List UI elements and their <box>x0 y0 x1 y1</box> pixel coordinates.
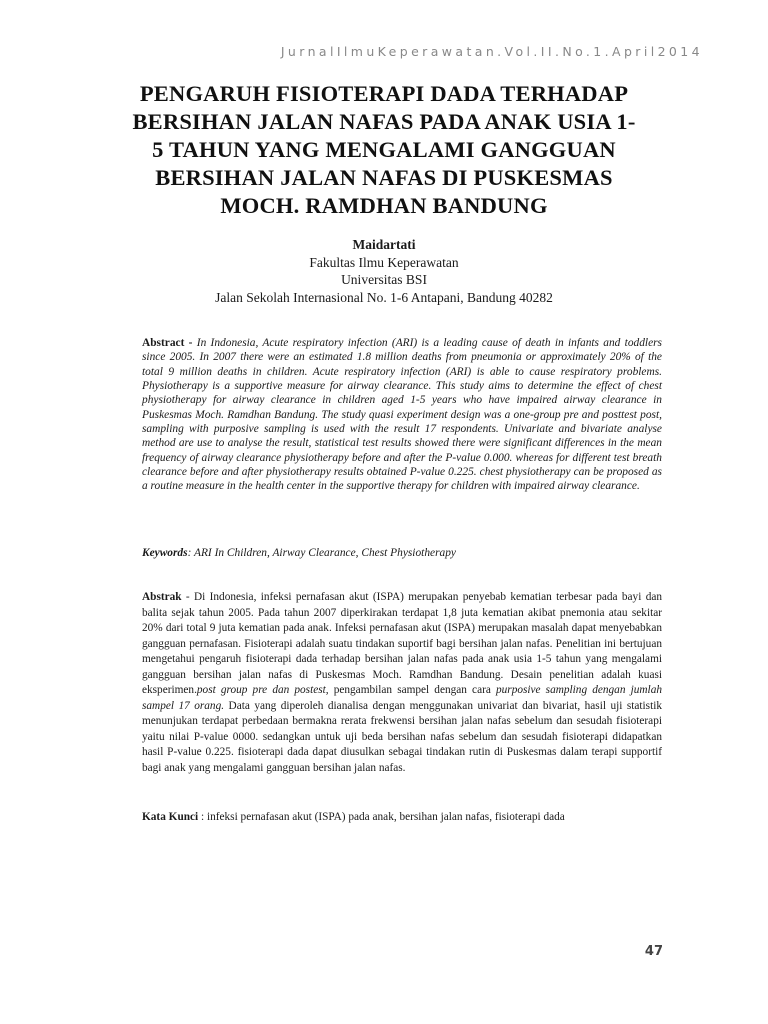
keywords-id-text: : infeksi pernafasan akut (ISPA) pada anak, bersihan jalan nafas, fisioterapi dada <box>198 811 565 823</box>
author-address: Jalan Sekolah Internasional No. 1-6 Antapani, Bandung 40282 <box>215 289 553 305</box>
keywords-en-label: Keywords <box>142 547 188 559</box>
abstract-id-label: Abstrak <box>142 591 182 603</box>
journal-header: JurnalIlmuKeperawatan.Vol.II.No.1.April2014 <box>280 44 703 59</box>
page-number: 47 <box>644 944 663 959</box>
title-line: BERSIHAN JALAN NAFAS DI PUSKESMAS <box>155 165 613 190</box>
title-line: MOCH. RAMDHAN BANDUNG <box>220 193 548 218</box>
author-name: Maidartati <box>352 237 416 252</box>
abstract-id-italic-2: purposive sampling dengan jumlah sampel 17 orang. <box>142 684 662 712</box>
author-university: Universitas BSI <box>341 272 427 287</box>
abstract-id-text-1: - Di Indonesia, infeksi pernafasan akut (ISPA) merupakan penyebab kematian terbesar pada bayi dan balita sejak tahun 2005. Pada tahun 2007 diperkirakan terdapat 1,8 juta kematian akibat pnemonia atau sekitar 20% dari total 9 juta kematian pada anak. Infeksi pernafasan akut (ISPA) merupakan masalah dapat menyebabkan gangguan pernafasan. Fisioterapi adalah suatu tindakan suportif bagi bersihan jalan nafas. Penelitian ini bertujuan mengetahui pengaruh fisioterapi dada terhadap bersihan jalan nafas pada anak usia 1-5 tahun yang mengalami gangguan bersihan jalan nafas di Puskesmas Moch. Ramdhan Bandung. Desain penelitian adalah kuasi eksperimen. <box>142 591 662 697</box>
keywords-en-text: : ARI In Children, Airway Clearance, Chest Physiotherapy <box>187 547 456 559</box>
abstract-en-label: Abstract <box>142 337 185 349</box>
abstract-en-separator: - <box>184 337 197 349</box>
keywords-indonesian <box>142 810 662 824</box>
abstract-id-italic-1: post group pre dan postest, <box>196 684 329 697</box>
title-line: PENGARUH FISIOTERAPI DADA TERHADAP <box>139 81 629 106</box>
keywords-id-label: Kata Kunci <box>142 811 199 823</box>
abstract-indonesian <box>142 590 662 777</box>
author-faculty: Fakultas Ilmu Keperawatan <box>309 254 459 270</box>
abstract-id-text-3: Data yang diperoleh dianalisa dengan menggunakan univariat dan bivariat, hasil uji statistik menunjukan terdapat perbedaan bermakna rerata frekwensi bersihan jalan nafas sebelum dan sesudah fisioterapi yaitu nilai P-value 0000. sedangkan untuk uji beda bersihan nafas sebelum dan sesudah fisioterapi didapatkan hasil P-value 0.225. fisioterapi dada dapat diusulkan sebagai tindakan rutin di Puskesmas dalam terapi supportif bagi anak yang mengalami gangguan bersihan jalan nafas. <box>142 699 662 775</box>
title-line: 5 TAHUN YANG MENGALAMI GANGGUAN <box>152 137 616 162</box>
title-line: BERSIHAN JALAN NAFAS PADA ANAK USIA 1- <box>132 109 636 134</box>
author-block <box>0 236 768 306</box>
abstract-id-text-2: pengambilan sampel dengan cara <box>328 684 496 697</box>
abstract-english <box>142 336 662 494</box>
paper-title <box>120 80 648 220</box>
abstract-en-text: In Indonesia, Acute respiratory infection (ARI) is a leading cause of death in infants and toddlers since 2005. In 2007 there were an estimated 1.8 million deaths from pneumonia or approximately 20% of the total 9 million deaths in children. Acute respiratory infection (ARI) is able to cause respiratory problems. Physiotherapy is a supportive measure for airway clearance. This study aims to determine the effect of chest physiotherapy for airway clearance in children aged 1-5 years who have impaired airway clearance in Puskesmas Moch. Ramdhan Bandung. The study quasi experiment design was a one-group pre and posttest post, sampling with purposive sampling is used with the result 17 respondents. Univariate and bivariate analyse method are use to analyse the result, statistical test results showed there were significant differences in the mean frequency of airway clearance physiotherapy before and after the P-value 0.000. whereas for different test breath clearance before and after physiotherapy results obtained P-value 0.225. chest physiotherapy can be proposed as a routine measure in the health center in the supportive therapy for children with impaired airway clearance. <box>142 337 662 493</box>
keywords-english <box>142 546 662 560</box>
